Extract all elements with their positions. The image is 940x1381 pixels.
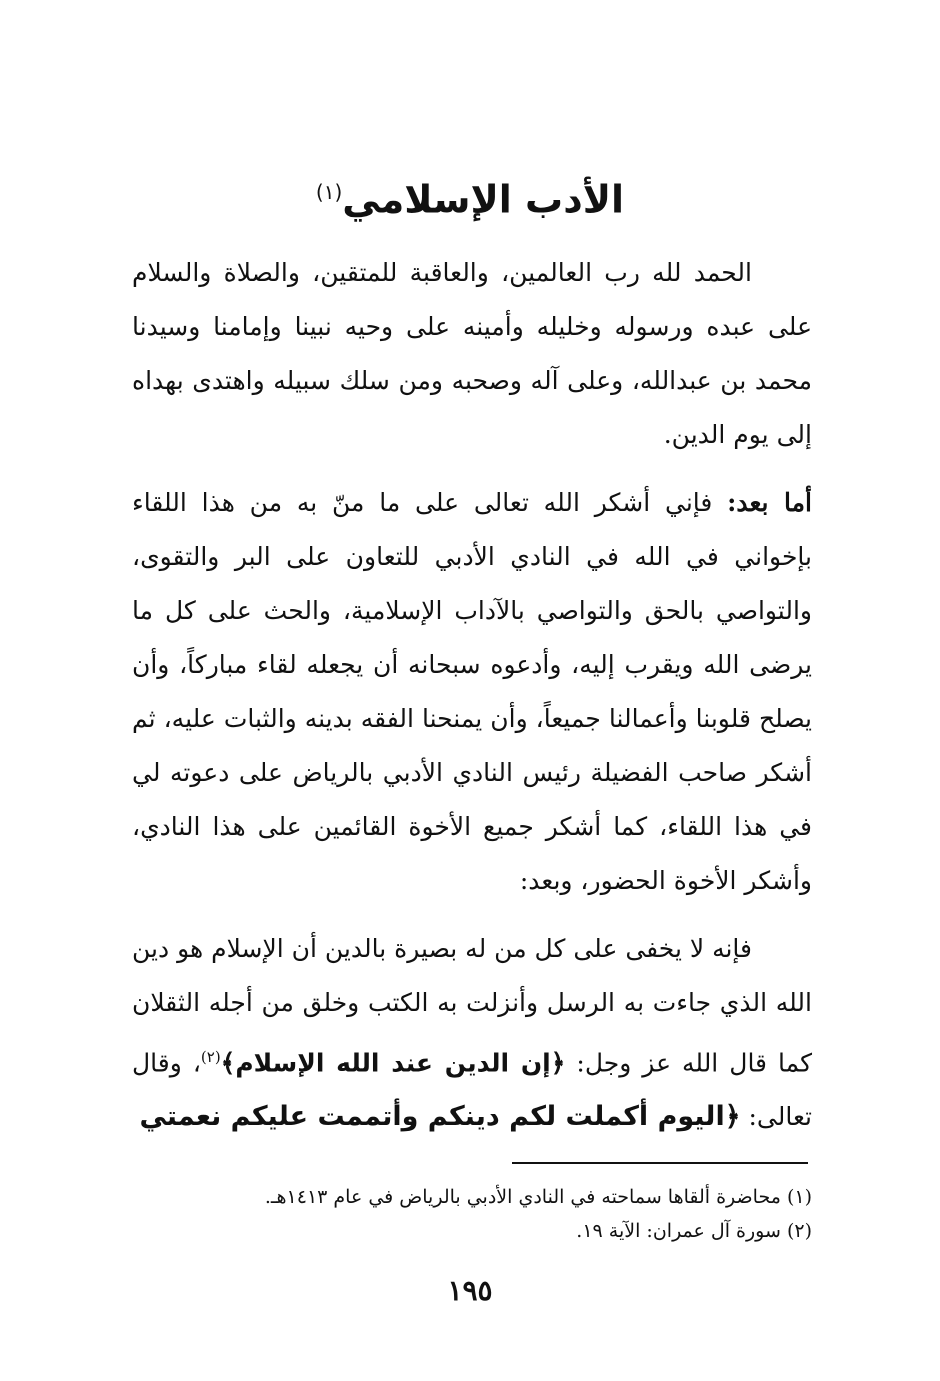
- amma-bad-lead: أما بعد:: [727, 488, 813, 517]
- title-footnote-marker: (١): [315, 180, 343, 204]
- islam-text-2: ، وقال تعالى:: [132, 1048, 812, 1132]
- quran-quote-2: ﴿اليوم أكملت لكم دينكم وأتممت عليكم نعمتي: [139, 1101, 741, 1133]
- footnotes: [132, 1180, 812, 1248]
- page-number: ١٩٥: [447, 1274, 493, 1307]
- islam-text-1: فإنه لا يخفى على كل من له بصيرة بالدين أن الإسلام هو دين الله الذي جاءت به الرسل وأنزلت به الكتب وخلق من أجله الثقلان كما قال الله عز وجل:: [132, 934, 812, 1078]
- footnote-separator: [512, 1162, 808, 1164]
- footnote-2: (٢) سورة آل عمران: الآية ١٩.: [576, 1220, 812, 1242]
- footnote-ref-2: (٢): [200, 1048, 221, 1066]
- title-text: الأدب الإسلامي: [342, 177, 625, 222]
- amma-bad-text: فإني أشكر الله تعالى على ما منّ به من هذا اللقاء بإخواني في الله في النادي الأدبي للتعاون على البر والتقوى، والتواصي بالحق والتواصي بالآداب الإسلامية، والحث على كل ما يرضى الله ويقرب إليه، وأدعوه سبحانه أن يجعله لقاء مباركاً، وأن يصلح قلوبنا وأعمالنا جميعاً، وأن يمنحنا الفقه بدينه والثبات عليه، ثم أشكر صاحب الفضيلة رئيس النادي الأدبي بالرياض على دعوته لي في هذا اللقاء، كما أشكر جميع الأخوة القائمين على هذا النادي، وأشكر الأخوة الحضور، وبعد:: [132, 488, 812, 895]
- body-text: [132, 246, 812, 1158]
- paragraph-islam: [132, 922, 812, 1144]
- paragraph-amma-bad: [132, 476, 812, 908]
- page-title: [0, 164, 940, 228]
- footnote-1: (١) محاضرة ألقاها سماحته في النادي الأدبي بالرياض في عام ١٤١٣هـ.: [264, 1186, 812, 1208]
- quran-quote-1: ﴿إن الدين عند الله الإسلام﴾: [220, 1048, 566, 1078]
- paragraph-opening: الحمد لله رب العالمين، والعاقبة للمتقين، والصلاة والسلام على عبده ورسوله وخليله وأمينه على وحيه نبينا وإمامنا وسيدنا محمد بن عبدالله، وعلى آله وصحبه ومن سلك سبيله واهتدى بهداه إلى يوم الدين.: [132, 258, 812, 449]
